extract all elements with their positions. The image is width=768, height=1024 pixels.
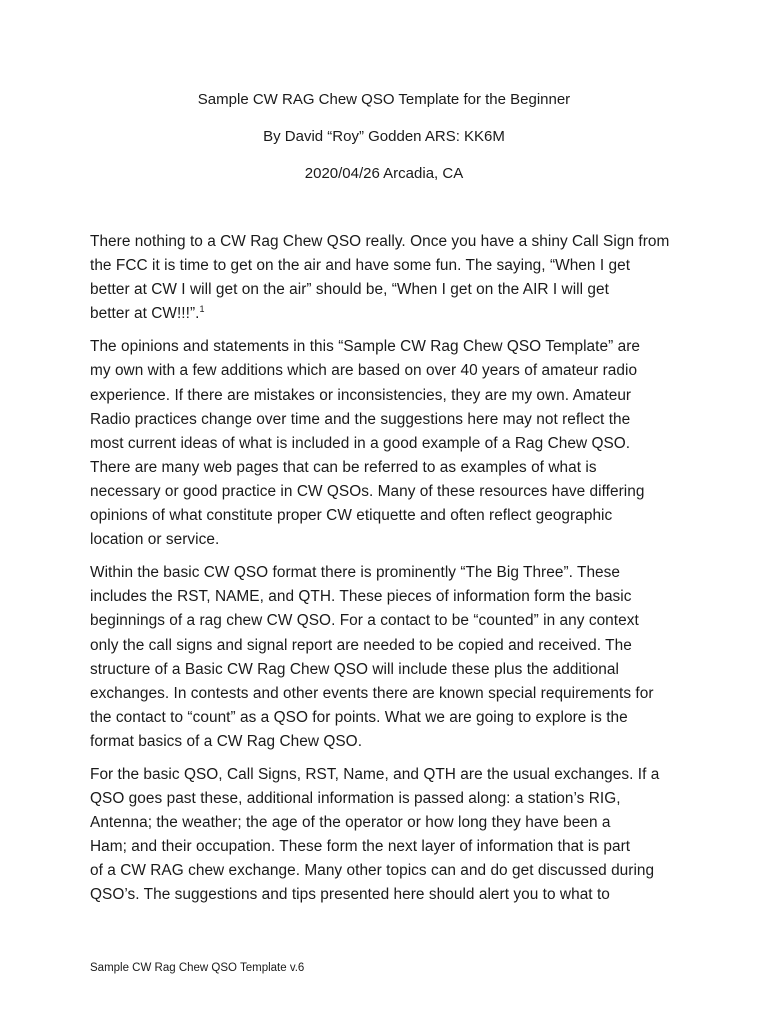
paragraph-line: Radio practices change over time and the suggestions here may not reflect the [90,410,631,428]
paragraph-big-three [90,561,690,754]
footnote-reference[interactable]: 1 [199,304,205,315]
paragraph-line: QSO goes past these, additional information is passed along: a station’s RIG, [90,790,621,808]
paragraph-line: Antenna; the weather; the age of the operator or how long they have been a [90,814,611,832]
document-body [90,230,690,917]
paragraph-line: For the basic QSO, Call Signs, RST, Name, and QTH are the usual exchanges. If a [90,765,660,783]
paragraph-line: only the call signs and signal report are needed to be copied and received. The [90,636,632,654]
document-byline: By David “Roy” Godden ARS: KK6M [263,128,505,145]
paragraph-line: includes the RST, NAME, and QTH. These pieces of information form the basic [90,588,632,606]
paragraph-line: structure of a Basic CW Rag Chew QSO will include these plus the additional [90,660,619,678]
paragraph-line-last [90,302,690,326]
paragraph-line: There are many web pages that can be referred to as examples of what is [90,458,597,476]
paragraph-line: the contact to “count” as a QSO for points. What we are going to explore is the [90,708,628,726]
paragraph-line: Within the basic CW QSO format there is prominently “The Big Three”. These [90,564,621,582]
paragraph-line: most current ideas of what is included in a good example of a Rag Chew QSO. [90,434,631,452]
paragraph-line: of a CW RAG chew exchange. Many other topics can and do get discussed during [90,862,655,880]
document-date-location: 2020/04/26 Arcadia, CA [304,165,464,182]
paragraph-line: format basics of a CW Rag Chew QSO. [90,732,363,750]
paragraph-line: There nothing to a CW Rag Chew QSO really. Once you have a shiny Call Sign from [90,233,670,250]
paragraph-line: QSO’s. The suggestions and tips presented here should alert you to what to [90,886,610,904]
paragraph-line: the FCC it is time to get on the air and have some fun. The saying, “When I get [90,257,631,275]
paragraph-line: better at CW I will get on the air” should be, “When I get on the AIR I will get [90,281,609,299]
paragraph-line: The opinions and statements in this “Sample CW Rag Chew QSO Template” are [90,338,640,356]
document-title: Sample CW RAG Chew QSO Template for the Beginner [197,91,571,108]
paragraph-line-text: better at CW!!!”. [90,305,200,323]
document-header [0,92,768,203]
page-footer: Sample CW Rag Chew QSO Template v.6 [90,962,305,974]
paragraph-opinions [90,335,690,552]
paragraph-line: experience. If there are mistakes or inconsistencies, they are my own. Amateur [90,386,632,404]
paragraph-line: Ham; and their occupation. These form the next layer of information that is part [90,838,631,856]
paragraph-intro [90,230,690,326]
paragraph-line: beginnings of a rag chew CW QSO. For a contact to be “counted” in any context [90,612,639,630]
paragraph-line: necessary or good practice in CW QSOs. Many of these resources have differing [90,482,645,500]
paragraph-line: opinions of what constitute proper CW etiquette and often reflect geographic [90,507,613,525]
paragraph-basic-qso [90,763,690,908]
paragraph-line: my own with a few additions which are based on over 40 years of amateur radio [90,362,638,380]
paragraph-line: location or service. [90,531,220,549]
paragraph-line: exchanges. In contests and other events there are known special requirements for [90,684,654,702]
